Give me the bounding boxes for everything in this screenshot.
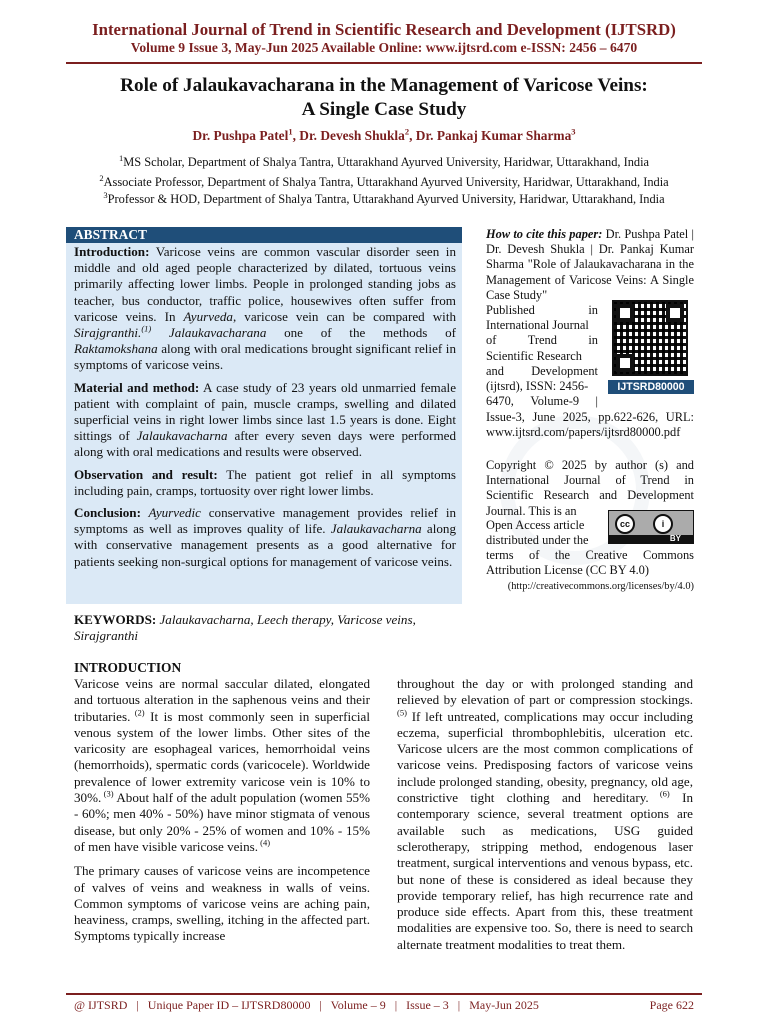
text-run: The patient got relief in all symptoms including pain, cramps, tortuosity over right lower limbs. (74, 466, 456, 498)
header-rule (66, 62, 702, 64)
citation-text: Dr. Pushpa Patel | Dr. Devesh Shukla | Dr. Pankaj Kumar Sharma "Role of Jalaukavacharana in the Management of Varicose Veins: A Single Case Study" (486, 227, 694, 302)
author-name: Dr. Devesh Shukla (299, 128, 405, 143)
author-sup: 2 (404, 126, 410, 137)
affiliation-sup: 1 (118, 152, 124, 163)
text-run: | (595, 394, 598, 409)
pub-line (486, 333, 598, 348)
abstract-introduction (74, 244, 456, 374)
text-run: Trend (527, 333, 557, 348)
pub-line (486, 303, 598, 318)
author-sup: 1 (288, 126, 293, 137)
intro-paragraph-3 (397, 676, 693, 953)
affiliation-1 (0, 152, 768, 170)
reference-mark: (6) (648, 788, 670, 799)
text-run: one of the methods of (266, 325, 456, 341)
author-list: Dr. Pushpa Patel$^1$, Dr. Devesh Shukla$^2$, Dr. Pankaj Kumar Sharma$^3$ (192, 126, 576, 143)
page-footer (74, 998, 694, 1013)
paper-title-line1: Role of Jalaukavacharana in the Management of Varicose Veins: (120, 75, 648, 96)
affiliation-sup: 2 (99, 172, 104, 183)
journal-title: International Journal of Trend in Scientific Research and Development (IJTSRD) (92, 20, 676, 39)
affiliation-text: MS Scholar, Department of Shalya Tantra, Uttarakhand Ayurved University, Haridwar, Uttarakhand, India (123, 155, 650, 169)
intro-paragraph-1 (74, 676, 370, 855)
introduction-heading: INTRODUCTION (74, 660, 182, 675)
reference-mark: (5) (397, 707, 407, 718)
affiliation-sup: 3 (103, 189, 108, 200)
qr-code-image (612, 300, 688, 376)
introduction-column-right (397, 676, 693, 961)
text-run: In contemporary science, several treatment options are available such as medications, USG guided sclerotherapy, stripping method, endogenous laser treatment, surgical interventions and venous bypass, etc. but none of these is considered as ideal because they provide temporary relief, has high recurrence rate and produce side effects. Apart from this, these treatment modalities are expensive too. So, there is need to search alternate treatment modalities to treat them. (397, 790, 694, 952)
text-run: A case study of 23 years old unmarried female patient with complaint of pain, muscle cramps, swelling and dilated superficial veins in right lower limbs since last 1.5 years is done. Eight sittings of (74, 379, 457, 444)
text-run: in (588, 303, 598, 317)
keywords-label: KEYWORDS: (74, 612, 157, 627)
text-run: Development (531, 363, 598, 378)
abstract-conclusion (74, 505, 456, 570)
license-url[interactable]: (http://creativecommons.org/licenses/by/4.0) (507, 581, 694, 592)
author-name: Dr. Pankaj Kumar Sharma (415, 128, 572, 143)
text-run: Sirajgranthi. (74, 325, 142, 341)
conclusion-label: Conclusion: (74, 505, 141, 521)
text-run: Varicose veins are common vascular disorder seen in middle and old aged people characterized by dilated, tortuous veins primarily affecting lower limbs. People in prolonged standing jobs as teacher, bus conductor, traffic police, housewives often suffer from varicose veins. In (74, 244, 456, 324)
copyright-license (486, 548, 694, 578)
copyright-open-access (486, 518, 598, 548)
citation-block (486, 227, 694, 303)
text-run: Open Access article (486, 518, 585, 532)
abstract-box (66, 227, 462, 604)
text-run: Ayurveda (183, 308, 233, 324)
pub-line: Scientific Research (486, 348, 582, 363)
reference-mark: (1) (141, 323, 152, 334)
citation-colon: : (598, 227, 603, 241)
text-run: It is most commonly seen in superficial venous system of the lower limbs. Other sites of the varicosity are esophageal varices, hemorrhoidal veins (hemorrhoids), spermatic cords (varicocele). Worldwide prevalence of lower extremity varicose vein is 10% to 30%. (74, 708, 370, 806)
pub-line (486, 364, 598, 379)
citation-url-line (486, 410, 694, 440)
qr-code[interactable] (608, 300, 694, 396)
text-run: 6470, (486, 394, 514, 409)
affiliation-3 (0, 189, 768, 207)
citation-url-text[interactable]: Issue-3, June 2025, pp.622-626, URL: www.ijtsrd.com/papers/ijtsrd80000.pdf (486, 410, 694, 440)
cc-icon: cc (615, 514, 635, 534)
pub-line: (ijtsrd), ISSN: 2456- (486, 379, 589, 394)
text-run: Published (486, 303, 535, 317)
text-run: in (588, 333, 598, 348)
cc-by-label: BY (669, 534, 681, 543)
cc-by-badge[interactable] (608, 510, 694, 544)
abstract-method (74, 380, 456, 461)
reference-mark: (4) (257, 837, 271, 848)
text-run: along with conservative management presents as a good alternative for patients seeking non-surgical options for management of varicose veins. (74, 521, 456, 569)
footer-rule (66, 993, 702, 995)
page-number: Page 622 (649, 998, 694, 1012)
journal-issue-line: Volume 9 Issue 3, May-Jun 2025 Available Online: www.ijtsrd.com e-ISSN: 2456 – 6470 (130, 40, 638, 55)
text-run: Varicose veins are normal saccular dilated, elongated and tortuous alteration in the saphenous veins and their tributaries. (74, 676, 370, 724)
footer-text: @ IJTSRD | Unique Paper ID – IJTSRD80000 | Volume – 9 | Issue – 3 | May-Jun 2025 (74, 998, 539, 1012)
pub-line: International Journal (486, 318, 589, 333)
text-run: Jalaukavacharna (136, 428, 228, 444)
paper-title-line2: A Single Case Study (301, 99, 467, 120)
intro-label: Introduction: (74, 244, 150, 259)
affiliation-text: Associate Professor, Department of Shalya Tantra, Uttarakhand Ayurved University, Haridwar, Uttarakhand, India (103, 175, 669, 189)
qr-code-label: IJTSRD80000 (608, 380, 694, 394)
text-run: along with oral medications brought significant relief in symptoms of varicose veins. (74, 341, 456, 373)
abstract-observation (74, 467, 456, 499)
text-run: About half of the adult population (women 55% - 60%; men 40% - 50%) have minor stigmata of venous disease, but only 20% - 25% of women and 10% - 15% of men have visible varicose veins. (74, 790, 370, 854)
abstract-heading: ABSTRACT (66, 227, 462, 243)
text-run: , varicose vein can be compared with (232, 308, 457, 324)
qr-finder (616, 304, 634, 322)
introduction-column-left (74, 676, 370, 953)
text-run: Jalaukavacharna (330, 521, 422, 537)
text-run: and (486, 363, 504, 378)
qr-finder (666, 304, 684, 322)
intro-paragraph-2: The primary causes of varicose veins are incompetence of valves of veins and weakness in walls of veins. Common symptoms of varicose veins are aching pain, heaviness, cramps, swelling, itching in the affected part. Symptoms typically increase (74, 863, 370, 944)
keywords-text: Jalaukavacharna, Leech therapy, Varicose veins, Sirajgranthi (74, 612, 416, 644)
paper-title (0, 74, 768, 122)
reference-mark: (3) (101, 788, 114, 799)
text-run: distributed under the (486, 533, 589, 548)
text-run: Ayurvedic (140, 505, 201, 521)
qr-finder (616, 354, 634, 372)
affiliation-text: Professor & HOD, Department of Shalya Tantra, Uttarakhand Ayurved University, Haridwar, Uttarakhand, India (107, 192, 665, 206)
text-run: of (486, 333, 497, 348)
observation-label: Observation and result: (74, 466, 218, 482)
pub-line (486, 394, 598, 409)
author-name: Dr. Pushpa Patel (192, 128, 289, 143)
reference-mark: (2) (130, 707, 145, 718)
citation-published-block (486, 303, 598, 409)
affiliation-2 (0, 172, 768, 190)
text-run: after every seven days were performed along with oral medications and results were observed. (74, 428, 456, 460)
text-run: throughout the day or with prolonged standing and relieved by elevation of part or compression stockings. (397, 676, 693, 708)
copyright-text: Copyright © 2025 by author (s) and International Journal of Trend in Scientific Research and Development Journal. This is an (486, 458, 694, 518)
citation-label: How to cite this paper (486, 227, 599, 241)
method-label: Material and method: (74, 379, 200, 395)
author-sup: 3 (571, 126, 576, 137)
text-run: Jalaukavacharana (151, 325, 267, 341)
text-run: Volume-9 (530, 394, 580, 409)
license-text: terms of the Creative Commons Attribution License (CC BY 4.0) (486, 548, 694, 578)
text-run: Raktamokshana (74, 341, 158, 357)
citation-intro (486, 227, 694, 303)
keywords (74, 612, 462, 644)
text-run: If left untreated, complications may occur including eczema, superficial thrombophlebitis, ulceration etc. Varicose ulcers are the most common complications of varicose veins. Predisposing factors of varicose veins include prolonged standing, obesity, pregnancy, old age, constrictive tight clothing and hereditary. (397, 708, 693, 806)
attribution-icon: i (653, 514, 673, 534)
text-run: conservative management provides relief in symptoms as well as improves quality of life. (74, 505, 457, 537)
abstract-body (74, 244, 456, 576)
